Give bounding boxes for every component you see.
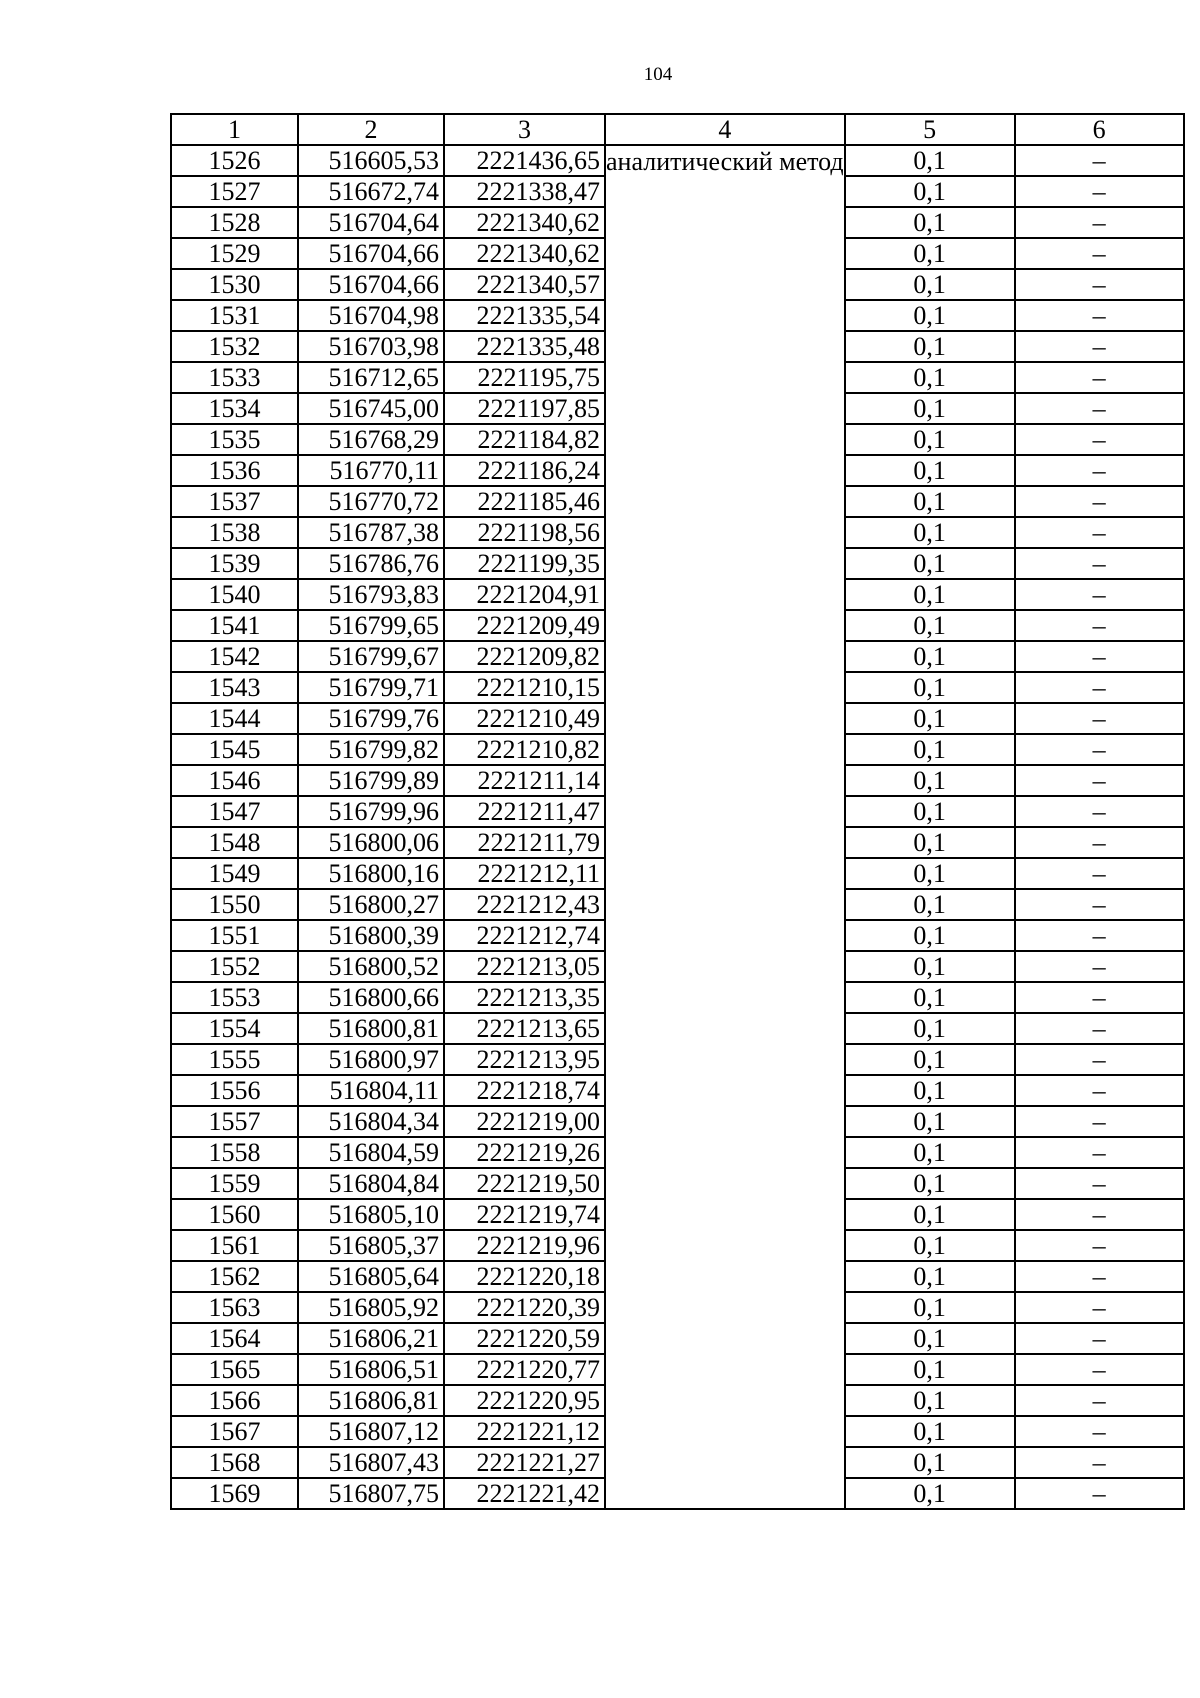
y-coordinate-cell: 2221218,74 <box>444 1075 605 1106</box>
description-cell: – <box>1015 300 1184 331</box>
point-number-cell: 1550 <box>171 889 298 920</box>
x-coordinate-cell: 516704,98 <box>298 300 444 331</box>
x-coordinate-cell: 516805,10 <box>298 1199 444 1230</box>
x-coordinate-cell: 516799,82 <box>298 734 444 765</box>
point-number-cell: 1533 <box>171 362 298 393</box>
x-coordinate-cell: 516799,76 <box>298 703 444 734</box>
x-coordinate-cell: 516800,39 <box>298 920 444 951</box>
accuracy-cell: 0,1 <box>845 703 1015 734</box>
x-coordinate-cell: 516745,00 <box>298 393 444 424</box>
accuracy-cell: 0,1 <box>845 610 1015 641</box>
point-number-cell: 1563 <box>171 1292 298 1323</box>
x-coordinate-cell: 516805,92 <box>298 1292 444 1323</box>
description-cell: – <box>1015 486 1184 517</box>
y-coordinate-cell: 2221213,35 <box>444 982 605 1013</box>
y-coordinate-cell: 2221340,57 <box>444 269 605 300</box>
x-coordinate-cell: 516770,11 <box>298 455 444 486</box>
table-row <box>171 145 1184 176</box>
description-cell: – <box>1015 424 1184 455</box>
description-cell: – <box>1015 269 1184 300</box>
y-coordinate-cell: 2221219,00 <box>444 1106 605 1137</box>
y-coordinate-cell: 2221436,65 <box>444 145 605 176</box>
description-cell: – <box>1015 1075 1184 1106</box>
accuracy-cell: 0,1 <box>845 1416 1015 1447</box>
accuracy-cell: 0,1 <box>845 1323 1015 1354</box>
x-coordinate-cell: 516800,66 <box>298 982 444 1013</box>
y-coordinate-cell: 2221219,50 <box>444 1168 605 1199</box>
accuracy-cell: 0,1 <box>845 145 1015 176</box>
description-cell: – <box>1015 765 1184 796</box>
description-cell: – <box>1015 1323 1184 1354</box>
x-coordinate-cell: 516799,89 <box>298 765 444 796</box>
column-header: 4 <box>605 114 845 145</box>
point-number-cell: 1567 <box>171 1416 298 1447</box>
description-cell: – <box>1015 1230 1184 1261</box>
accuracy-cell: 0,1 <box>845 455 1015 486</box>
y-coordinate-cell: 2221220,95 <box>444 1385 605 1416</box>
point-number-cell: 1557 <box>171 1106 298 1137</box>
y-coordinate-cell: 2221219,74 <box>444 1199 605 1230</box>
x-coordinate-cell: 516804,59 <box>298 1137 444 1168</box>
description-cell: – <box>1015 362 1184 393</box>
accuracy-cell: 0,1 <box>845 176 1015 207</box>
x-coordinate-cell: 516806,51 <box>298 1354 444 1385</box>
description-cell: – <box>1015 393 1184 424</box>
point-number-cell: 1534 <box>171 393 298 424</box>
y-coordinate-cell: 2221340,62 <box>444 207 605 238</box>
column-header: 1 <box>171 114 298 145</box>
accuracy-cell: 0,1 <box>845 579 1015 610</box>
description-cell: – <box>1015 331 1184 362</box>
accuracy-cell: 0,1 <box>845 1447 1015 1478</box>
point-number-cell: 1560 <box>171 1199 298 1230</box>
x-coordinate-cell: 516805,64 <box>298 1261 444 1292</box>
point-number-cell: 1546 <box>171 765 298 796</box>
table-header-row <box>171 114 1184 145</box>
page-number: 104 <box>643 64 673 85</box>
y-coordinate-cell: 2221211,14 <box>444 765 605 796</box>
y-coordinate-cell: 2221335,54 <box>444 300 605 331</box>
x-coordinate-cell: 516799,67 <box>298 641 444 672</box>
column-header: 3 <box>444 114 605 145</box>
x-coordinate-cell: 516672,74 <box>298 176 444 207</box>
point-number-cell: 1547 <box>171 796 298 827</box>
accuracy-cell: 0,1 <box>845 734 1015 765</box>
accuracy-cell: 0,1 <box>845 641 1015 672</box>
y-coordinate-cell: 2221185,46 <box>444 486 605 517</box>
description-cell: – <box>1015 1292 1184 1323</box>
description-cell: – <box>1015 1354 1184 1385</box>
point-number-cell: 1561 <box>171 1230 298 1261</box>
method-cell: аналитический метод <box>605 145 845 1509</box>
point-number-cell: 1555 <box>171 1044 298 1075</box>
x-coordinate-cell: 516704,66 <box>298 238 444 269</box>
accuracy-cell: 0,1 <box>845 548 1015 579</box>
y-coordinate-cell: 2221221,12 <box>444 1416 605 1447</box>
y-coordinate-cell: 2221213,65 <box>444 1013 605 1044</box>
accuracy-cell: 0,1 <box>845 920 1015 951</box>
description-cell: – <box>1015 1385 1184 1416</box>
point-number-cell: 1540 <box>171 579 298 610</box>
x-coordinate-cell: 516807,75 <box>298 1478 444 1509</box>
accuracy-cell: 0,1 <box>845 1106 1015 1137</box>
y-coordinate-cell: 2221219,26 <box>444 1137 605 1168</box>
point-number-cell: 1562 <box>171 1261 298 1292</box>
y-coordinate-cell: 2221212,43 <box>444 889 605 920</box>
description-cell: – <box>1015 982 1184 1013</box>
y-coordinate-cell: 2221186,24 <box>444 455 605 486</box>
y-coordinate-cell: 2221195,75 <box>444 362 605 393</box>
description-cell: – <box>1015 796 1184 827</box>
accuracy-cell: 0,1 <box>845 1230 1015 1261</box>
description-cell: – <box>1015 672 1184 703</box>
point-number-cell: 1537 <box>171 486 298 517</box>
point-number-cell: 1548 <box>171 827 298 858</box>
x-coordinate-cell: 516786,76 <box>298 548 444 579</box>
y-coordinate-cell: 2221198,56 <box>444 517 605 548</box>
y-coordinate-cell: 2221340,62 <box>444 238 605 269</box>
y-coordinate-cell: 2221204,91 <box>444 579 605 610</box>
x-coordinate-cell: 516804,34 <box>298 1106 444 1137</box>
point-number-cell: 1566 <box>171 1385 298 1416</box>
point-number-cell: 1526 <box>171 145 298 176</box>
description-cell: – <box>1015 1168 1184 1199</box>
x-coordinate-cell: 516800,97 <box>298 1044 444 1075</box>
y-coordinate-cell: 2221335,48 <box>444 331 605 362</box>
point-number-cell: 1565 <box>171 1354 298 1385</box>
x-coordinate-cell: 516807,43 <box>298 1447 444 1478</box>
description-cell: – <box>1015 827 1184 858</box>
description-cell: – <box>1015 238 1184 269</box>
y-coordinate-cell: 2221209,82 <box>444 641 605 672</box>
y-coordinate-cell: 2221211,79 <box>444 827 605 858</box>
point-number-cell: 1530 <box>171 269 298 300</box>
accuracy-cell: 0,1 <box>845 517 1015 548</box>
accuracy-cell: 0,1 <box>845 951 1015 982</box>
y-coordinate-cell: 2221213,05 <box>444 951 605 982</box>
y-coordinate-cell: 2221197,85 <box>444 393 605 424</box>
point-number-cell: 1551 <box>171 920 298 951</box>
column-header: 6 <box>1015 114 1184 145</box>
accuracy-cell: 0,1 <box>845 393 1015 424</box>
x-coordinate-cell: 516799,65 <box>298 610 444 641</box>
accuracy-cell: 0,1 <box>845 300 1015 331</box>
description-cell: – <box>1015 176 1184 207</box>
x-coordinate-cell: 516800,06 <box>298 827 444 858</box>
description-cell: – <box>1015 1106 1184 1137</box>
x-coordinate-cell: 516800,27 <box>298 889 444 920</box>
accuracy-cell: 0,1 <box>845 362 1015 393</box>
accuracy-cell: 0,1 <box>845 672 1015 703</box>
description-cell: – <box>1015 1199 1184 1230</box>
x-coordinate-cell: 516793,83 <box>298 579 444 610</box>
description-cell: – <box>1015 145 1184 176</box>
x-coordinate-cell: 516799,71 <box>298 672 444 703</box>
description-cell: – <box>1015 889 1184 920</box>
accuracy-cell: 0,1 <box>845 207 1015 238</box>
description-cell: – <box>1015 1261 1184 1292</box>
x-coordinate-cell: 516804,11 <box>298 1075 444 1106</box>
accuracy-cell: 0,1 <box>845 1478 1015 1509</box>
accuracy-cell: 0,1 <box>845 1075 1015 1106</box>
accuracy-cell: 0,1 <box>845 424 1015 455</box>
point-number-cell: 1539 <box>171 548 298 579</box>
y-coordinate-cell: 2221212,74 <box>444 920 605 951</box>
y-coordinate-cell: 2221184,82 <box>444 424 605 455</box>
description-cell: – <box>1015 579 1184 610</box>
point-number-cell: 1559 <box>171 1168 298 1199</box>
point-number-cell: 1554 <box>171 1013 298 1044</box>
point-number-cell: 1531 <box>171 300 298 331</box>
description-cell: – <box>1015 703 1184 734</box>
x-coordinate-cell: 516770,72 <box>298 486 444 517</box>
column-header: 2 <box>298 114 444 145</box>
description-cell: – <box>1015 1478 1184 1509</box>
accuracy-cell: 0,1 <box>845 1261 1015 1292</box>
point-number-cell: 1558 <box>171 1137 298 1168</box>
point-number-cell: 1545 <box>171 734 298 765</box>
point-number-cell: 1542 <box>171 641 298 672</box>
table-body <box>171 114 1184 1509</box>
point-number-cell: 1543 <box>171 672 298 703</box>
x-coordinate-cell: 516800,81 <box>298 1013 444 1044</box>
column-header: 5 <box>845 114 1015 145</box>
accuracy-cell: 0,1 <box>845 238 1015 269</box>
description-cell: – <box>1015 610 1184 641</box>
y-coordinate-cell: 2221211,47 <box>444 796 605 827</box>
point-number-cell: 1569 <box>171 1478 298 1509</box>
description-cell: – <box>1015 1013 1184 1044</box>
accuracy-cell: 0,1 <box>845 1137 1015 1168</box>
y-coordinate-cell: 2221219,96 <box>444 1230 605 1261</box>
accuracy-cell: 0,1 <box>845 1199 1015 1230</box>
x-coordinate-cell: 516712,65 <box>298 362 444 393</box>
description-cell: – <box>1015 734 1184 765</box>
accuracy-cell: 0,1 <box>845 1168 1015 1199</box>
x-coordinate-cell: 516704,66 <box>298 269 444 300</box>
point-number-cell: 1538 <box>171 517 298 548</box>
accuracy-cell: 0,1 <box>845 1385 1015 1416</box>
description-cell: – <box>1015 548 1184 579</box>
accuracy-cell: 0,1 <box>845 889 1015 920</box>
description-cell: – <box>1015 1447 1184 1478</box>
description-cell: – <box>1015 517 1184 548</box>
point-number-cell: 1536 <box>171 455 298 486</box>
point-number-cell: 1553 <box>171 982 298 1013</box>
x-coordinate-cell: 516703,98 <box>298 331 444 362</box>
accuracy-cell: 0,1 <box>845 765 1015 796</box>
accuracy-cell: 0,1 <box>845 1044 1015 1075</box>
description-cell: – <box>1015 951 1184 982</box>
y-coordinate-cell: 2221221,27 <box>444 1447 605 1478</box>
y-coordinate-cell: 2221220,59 <box>444 1323 605 1354</box>
x-coordinate-cell: 516787,38 <box>298 517 444 548</box>
accuracy-cell: 0,1 <box>845 796 1015 827</box>
y-coordinate-cell: 2221210,15 <box>444 672 605 703</box>
point-number-cell: 1556 <box>171 1075 298 1106</box>
description-cell: – <box>1015 920 1184 951</box>
accuracy-cell: 0,1 <box>845 1354 1015 1385</box>
y-coordinate-cell: 2221212,11 <box>444 858 605 889</box>
x-coordinate-cell: 516804,84 <box>298 1168 444 1199</box>
point-number-cell: 1552 <box>171 951 298 982</box>
y-coordinate-cell: 2221338,47 <box>444 176 605 207</box>
y-coordinate-cell: 2221210,49 <box>444 703 605 734</box>
x-coordinate-cell: 516806,21 <box>298 1323 444 1354</box>
y-coordinate-cell: 2221220,39 <box>444 1292 605 1323</box>
accuracy-cell: 0,1 <box>845 1013 1015 1044</box>
y-coordinate-cell: 2221209,49 <box>444 610 605 641</box>
x-coordinate-cell: 516768,29 <box>298 424 444 455</box>
accuracy-cell: 0,1 <box>845 858 1015 889</box>
description-cell: – <box>1015 207 1184 238</box>
point-number-cell: 1564 <box>171 1323 298 1354</box>
accuracy-cell: 0,1 <box>845 982 1015 1013</box>
x-coordinate-cell: 516806,81 <box>298 1385 444 1416</box>
accuracy-cell: 0,1 <box>845 331 1015 362</box>
description-cell: – <box>1015 1416 1184 1447</box>
y-coordinate-cell: 2221199,35 <box>444 548 605 579</box>
x-coordinate-cell: 516800,52 <box>298 951 444 982</box>
x-coordinate-cell: 516605,53 <box>298 145 444 176</box>
x-coordinate-cell: 516704,64 <box>298 207 444 238</box>
point-number-cell: 1535 <box>171 424 298 455</box>
y-coordinate-cell: 2221221,42 <box>444 1478 605 1509</box>
point-number-cell: 1544 <box>171 703 298 734</box>
x-coordinate-cell: 516807,12 <box>298 1416 444 1447</box>
y-coordinate-cell: 2221220,77 <box>444 1354 605 1385</box>
accuracy-cell: 0,1 <box>845 827 1015 858</box>
x-coordinate-cell: 516800,16 <box>298 858 444 889</box>
point-number-cell: 1549 <box>171 858 298 889</box>
accuracy-cell: 0,1 <box>845 486 1015 517</box>
description-cell: – <box>1015 1137 1184 1168</box>
description-cell: – <box>1015 1044 1184 1075</box>
description-cell: – <box>1015 455 1184 486</box>
y-coordinate-cell: 2221210,82 <box>444 734 605 765</box>
point-number-cell: 1541 <box>171 610 298 641</box>
point-number-cell: 1527 <box>171 176 298 207</box>
x-coordinate-cell: 516805,37 <box>298 1230 444 1261</box>
y-coordinate-cell: 2221213,95 <box>444 1044 605 1075</box>
description-cell: – <box>1015 641 1184 672</box>
point-number-cell: 1529 <box>171 238 298 269</box>
point-number-cell: 1532 <box>171 331 298 362</box>
y-coordinate-cell: 2221220,18 <box>444 1261 605 1292</box>
point-number-cell: 1528 <box>171 207 298 238</box>
accuracy-cell: 0,1 <box>845 1292 1015 1323</box>
description-cell: – <box>1015 858 1184 889</box>
x-coordinate-cell: 516799,96 <box>298 796 444 827</box>
coordinates-table <box>170 113 1185 1510</box>
point-number-cell: 1568 <box>171 1447 298 1478</box>
accuracy-cell: 0,1 <box>845 269 1015 300</box>
